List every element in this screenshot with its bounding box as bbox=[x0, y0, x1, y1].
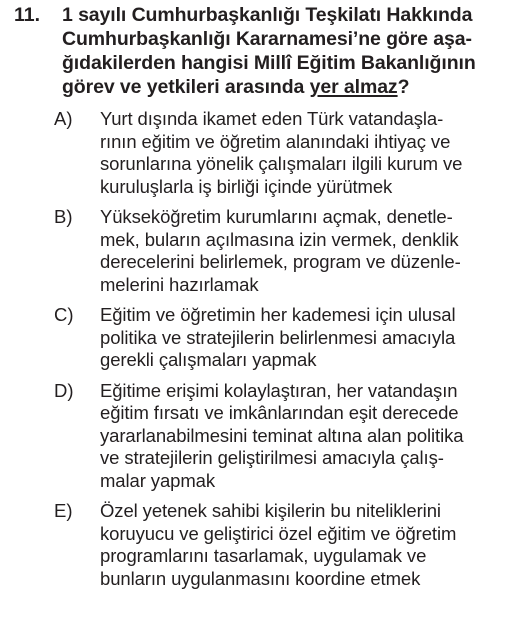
option-letter: E) bbox=[54, 500, 73, 521]
option-text bbox=[100, 380, 510, 493]
option-text bbox=[100, 206, 510, 296]
option-text-line: politika ve stratejilerin belirlenmesi amacıyla bbox=[100, 326, 456, 348]
option-letter: C) bbox=[54, 304, 74, 325]
option-text bbox=[100, 304, 510, 372]
option-letter: A) bbox=[54, 108, 73, 129]
option-letter: D) bbox=[54, 379, 74, 401]
option-b[interactable] bbox=[54, 206, 510, 296]
option-text-line: Eğitime erişimi kolaylaştıran, her vatandaşın bbox=[100, 379, 458, 401]
answer-options bbox=[54, 108, 510, 598]
option-text-line: mek, buların açılmasına izin vermek, denklik bbox=[100, 228, 459, 250]
question-stem bbox=[62, 3, 508, 99]
question-number: 11. bbox=[14, 4, 41, 26]
option-text-line: koruyucu ve geliştirici özel eğitim ve öğretim bbox=[100, 522, 457, 544]
option-d[interactable] bbox=[54, 380, 510, 493]
option-text-line: Yurt dışında ikamet eden Türk vatandaşla- bbox=[100, 108, 444, 129]
option-text-line: Yükseköğretim kurumlarını açmak, denetle- bbox=[100, 206, 453, 227]
question-stem-line: ğıdakilerden hangisi Millî Eğitim Bakanlığının bbox=[62, 52, 476, 74]
option-text-line: gerekli çalışmaları yapmak bbox=[100, 349, 317, 370]
question-stem-line: Cumhurbaşkanlığı Kararnamesi’ne göre aşa- bbox=[62, 28, 472, 50]
question-header bbox=[14, 3, 508, 99]
option-text-line: rının eğitim ve öğretim alanındaki ihtiyaç ve bbox=[100, 130, 451, 152]
option-c[interactable] bbox=[54, 304, 510, 372]
option-text-line: sorunlarına yönelik çalışmaları ilgili kurum ve bbox=[100, 153, 463, 174]
question-stem-suffix: ? bbox=[397, 76, 410, 98]
option-a[interactable] bbox=[54, 108, 510, 198]
option-text-line: derecelerini belirlemek, program ve düzenle- bbox=[100, 251, 461, 272]
option-text-line: yararlanabilmesini teminat altına alan politika bbox=[100, 424, 464, 446]
question-stem-prefix: görev ve yetkileri arasında bbox=[62, 76, 310, 98]
option-text-line: bunların uygulanmasını koordine etmek bbox=[100, 567, 421, 589]
option-letter: B) bbox=[54, 206, 73, 227]
option-text-line: Eğitim ve öğretimin her kademesi için ulusal bbox=[100, 304, 456, 325]
option-text-line: malar yapmak bbox=[100, 469, 215, 491]
option-text bbox=[100, 108, 510, 198]
option-text-line: kuruluşlarla iş birliği içinde yürütmek bbox=[100, 175, 393, 197]
option-e[interactable] bbox=[54, 500, 510, 590]
option-text-line: eğitim fırsatı ve imkânlarından eşit derecede bbox=[100, 402, 459, 423]
option-text bbox=[100, 500, 510, 590]
option-text-line: programlarını tasarlamak, uygulamak ve bbox=[100, 545, 427, 566]
option-text-line: ve stratejilerin geliştirilmesi amacıyla çalış- bbox=[100, 447, 444, 468]
question-stem-line: 1 sayılı Cumhurbaşkanlığı Teşkilatı Hakkında bbox=[62, 4, 473, 26]
option-text-line: melerini hazırlamak bbox=[100, 273, 259, 295]
option-text-line: Özel yetenek sahibi kişilerin bu niteliklerini bbox=[100, 500, 441, 521]
question-stem-last-line bbox=[62, 75, 508, 99]
question-stem-emphasis: yer almaz bbox=[309, 76, 398, 98]
